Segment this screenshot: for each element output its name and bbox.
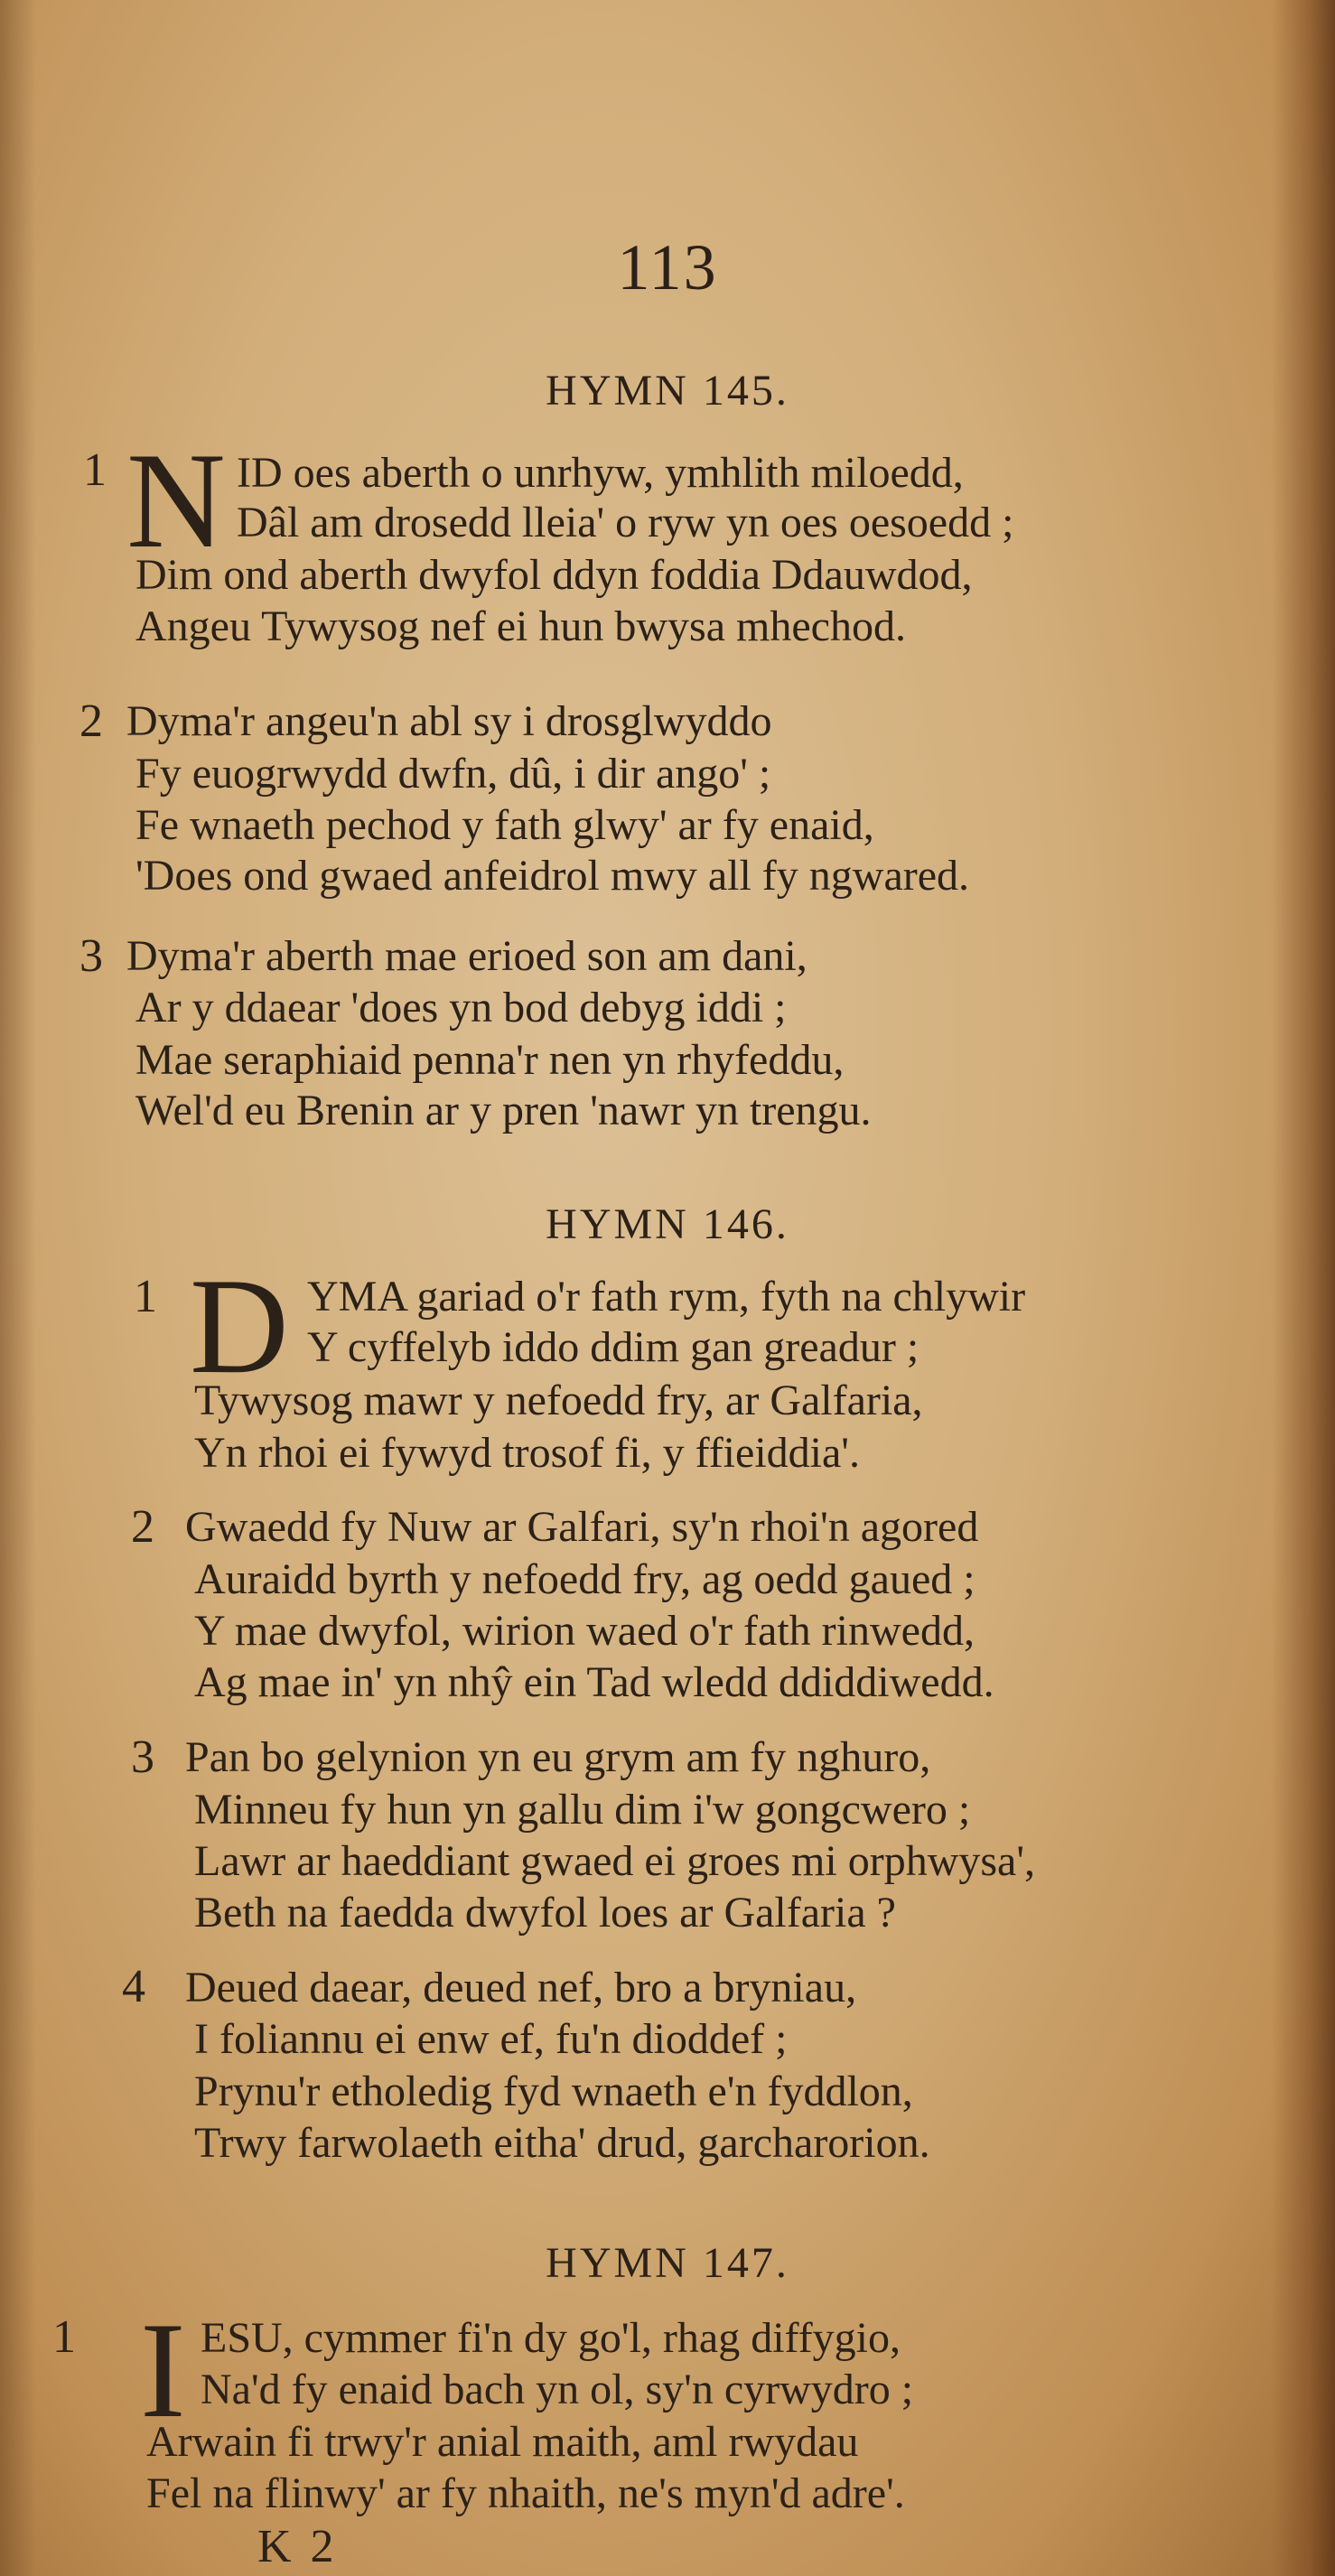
verse-number: 1 [83,444,107,496]
hymn-title: HYMN 147. [546,2239,789,2287]
verse-line: Auraidd byrth y nefoedd fry, ag oedd gaued ; [194,1555,976,1603]
verse-line: ESU, cymmer fi'n dy go'l, rhag diffygio, [201,2314,901,2362]
verse-line: Gwaedd fy Nuw ar Galfari, sy'n rhoi'n agored [185,1503,979,1551]
verse-line: Fy euogrwydd dwfn, dû, i dir ango' ; [135,750,771,798]
verse-line: 'Does ond gwaed anfeidrol mwy all fy ngwared. [135,852,970,900]
verse-number: 4 [122,1961,145,2012]
verse-line: Tywysog mawr y nefoedd fry, ar Galfaria, [194,1377,923,1424]
verse-line: Ar y ddaear 'does yn bod debyg iddi ; [135,984,787,1031]
verse-line: Pan bo gelynion yn eu grym am fy nghuro, [185,1733,931,1781]
verse-line: YMA gariad o'r fath rym, fyth na chlywir [307,1273,1026,1321]
verse-line: Trwy farwolaeth eitha' drud, garcharorion. [194,2119,930,2167]
verse-line: Fe wnaeth pechod y fath glwy' ar fy enaid, [135,801,874,849]
verse-line: Dyma'r aberth mae erioed son am dani, [126,932,808,980]
verse-line: Mae seraphiaid penna'r nen yn rhyfeddu, [135,1036,845,1084]
verse-line: Fel na flinwy' ar fy nhaith, ne's myn'd adre'. [146,2469,905,2517]
hymn-title: HYMN 146. [546,1200,789,1248]
verse-line: Arwain fi trwy'r anial maith, aml rwydau [146,2418,859,2466]
verse-line: Dâl am drosedd lleia' o ryw yn oes oesoedd ; [237,499,1014,546]
signature-mark: K 2 [257,2521,338,2572]
page-number: 113 [617,231,718,303]
verse-line: Dim ond aberth dwyfol ddyn foddia Ddauwdod, [135,551,973,599]
verse-line: Deued daear, deued nef, bro a bryniau, [185,1964,857,2011]
drop-cap: N [126,425,226,576]
verse-line: Na'd fy enaid bach yn ol, sy'n cyrwydro ; [201,2366,914,2413]
verse-line: I foliannu ei enw ef, fu'n dioddef ; [194,2015,788,2063]
verse-line: Dyma'r angeu'n abl sy i drosglwyddo [126,697,772,745]
verse-number: 1 [52,2311,76,2363]
verse-line: Y cyffelyb iddo ddim gan greadur ; [307,1323,920,1371]
verse-line: Beth na faedda dwyfol loes ar Galfaria ? [194,1889,896,1937]
verse-line: Angeu Tywysog nef ei hun bwysa mhechod. [135,602,906,650]
verse-line: Prynu'r etholedig fyd wnaeth e'n fyddlon, [194,2067,913,2115]
verse-number: 3 [79,930,103,982]
drop-cap: D [190,1250,289,1402]
verse-number: 2 [131,1501,154,1553]
verse-number: 3 [131,1731,154,1783]
verse-line: Yn rhoi ei fywyd trosof fi, y ffieiddia'. [194,1429,860,1477]
verse-line: Lawr ar haeddiant gwaed ei groes mi orphwysa', [194,1837,1035,1885]
verse-line: Ag mae in' yn nhŷ ein Tad wledd ddiddiwedd. [194,1658,994,1706]
drop-cap: I [140,2294,186,2446]
verse-line: Minneu fy hun yn gallu dim i'w gongcwero ; [194,1786,971,1834]
verse-line: ID oes aberth o unrhyw, ymhlith miloedd, [237,449,964,497]
verse-number: 2 [79,695,103,747]
verse-line: Wel'd eu Brenin ar y pren 'nawr yn trengu. [135,1087,872,1134]
hymn-title: HYMN 145. [546,367,789,415]
verse-number: 1 [134,1271,157,1322]
verse-line: Y mae dwyfol, wirion waed o'r fath rinwedd, [194,1607,975,1655]
